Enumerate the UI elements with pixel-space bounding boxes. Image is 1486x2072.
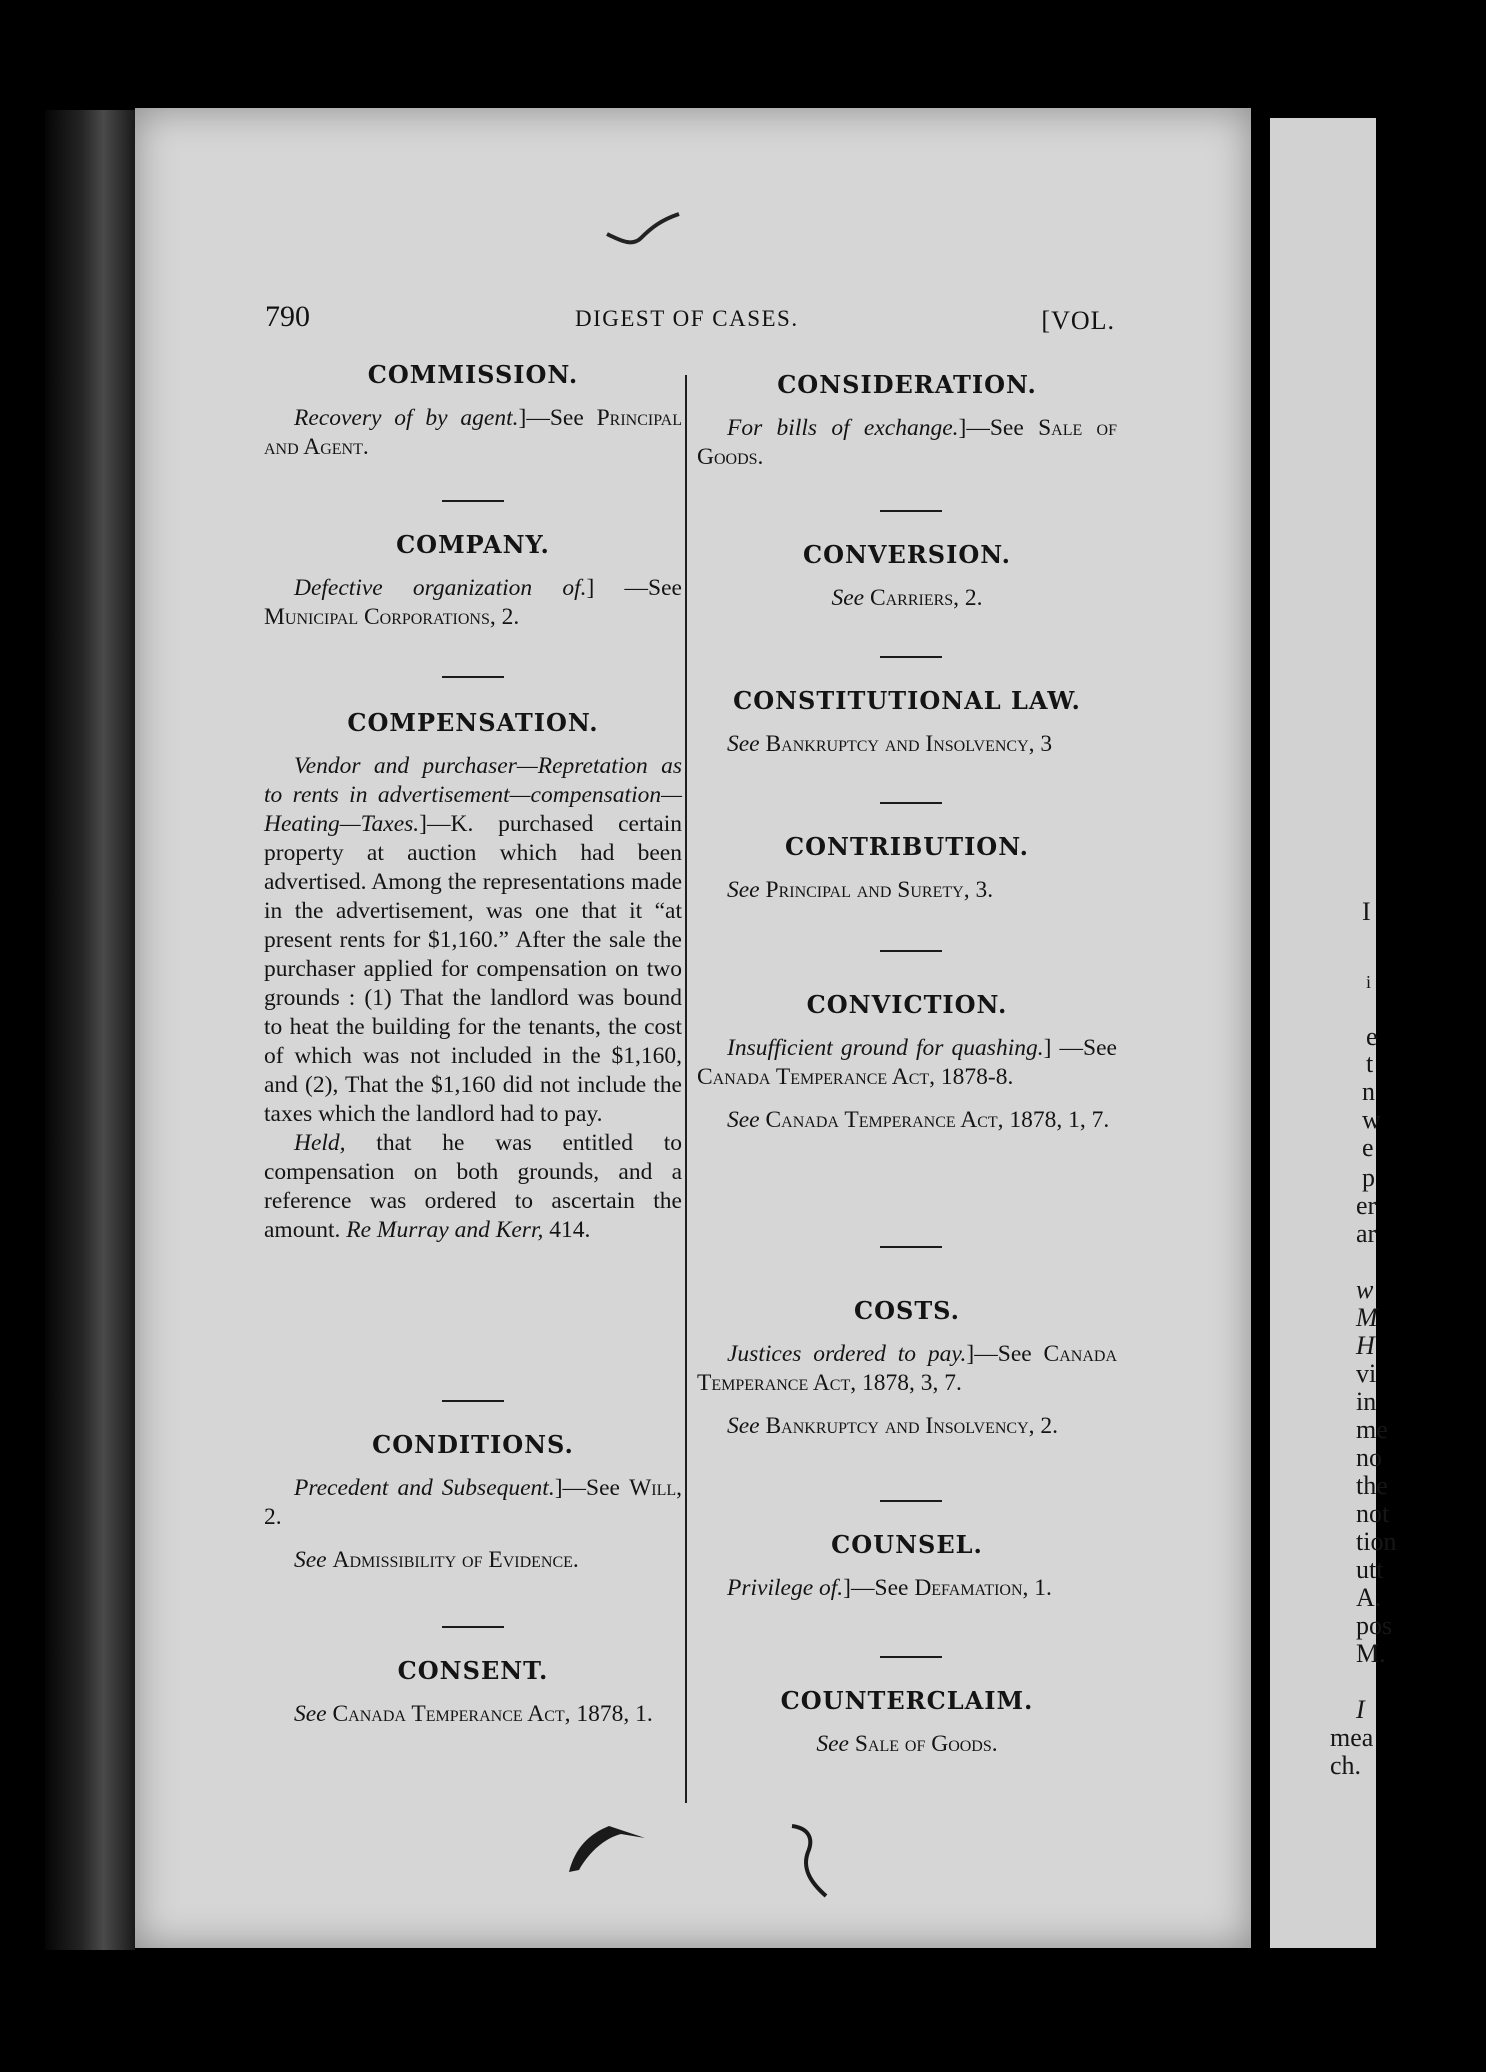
- entry-heading: CONSTITUTIONAL LAW.: [733, 686, 1081, 715]
- adjacent-fragment: w: [1362, 1105, 1381, 1134]
- entry-counsel: [697, 1530, 1117, 1603]
- adjacent-fragment: ar: [1356, 1219, 1377, 1248]
- entry-consent: [264, 1656, 682, 1729]
- running-title: DIGEST OF CASES.: [575, 306, 799, 331]
- see-reference: See Canada Temperance Act, 1878, 1.: [294, 1701, 653, 1727]
- entry-conviction: [697, 990, 1117, 1135]
- entry-heading: COUNTERCLAIM.: [780, 1686, 1034, 1715]
- ink-blot-mark: [565, 1808, 655, 1878]
- page-number: 790: [265, 300, 310, 333]
- adjacent-fragment: M: [1356, 1303, 1378, 1332]
- cross-reference: Defective organization of.] —See Municipal Corporations, 2.: [264, 575, 682, 630]
- entry-compensation: [264, 708, 682, 1245]
- adjacent-fragment: I: [1362, 897, 1371, 926]
- adjacent-fragment: me: [1356, 1415, 1388, 1444]
- section-rule: [880, 656, 942, 658]
- adjacent-fragment: the: [1356, 1471, 1388, 1500]
- entry-heading: CONTRIBUTION.: [785, 832, 1029, 861]
- pen-check-mark: [605, 212, 685, 262]
- section-rule: [880, 1500, 942, 1502]
- entry-company: [264, 530, 682, 632]
- section-rule: [880, 950, 942, 952]
- adjacent-page-edge: [1270, 118, 1397, 1948]
- adjacent-fragment: t: [1366, 1049, 1374, 1078]
- entry-heading: COMPENSATION.: [347, 708, 599, 737]
- entry-heading: COUNSEL.: [831, 1530, 983, 1559]
- entry-costs: [697, 1296, 1117, 1441]
- entry-conditions: [264, 1430, 682, 1575]
- adjacent-fragment: pos: [1356, 1611, 1393, 1640]
- section-rule: [442, 676, 504, 678]
- adjacent-fragment: mea: [1330, 1723, 1374, 1752]
- entry-heading: COSTS.: [853, 1296, 961, 1325]
- cross-reference: Insufficient ground for quashing.] —See Canada Temperance Act, 1878-8.: [697, 1035, 1117, 1090]
- entry-counterclaim: [697, 1686, 1117, 1759]
- cross-reference: For bills of exchange.]—See Sale of Goods.: [697, 415, 1118, 470]
- adjacent-fragment: er: [1356, 1191, 1377, 1220]
- adjacent-fragment: in: [1356, 1387, 1377, 1416]
- adjacent-fragment: e: [1362, 1133, 1374, 1162]
- adjacent-fragment: n: [1362, 1077, 1375, 1106]
- section-rule: [442, 500, 504, 502]
- adjacent-fragment: tion: [1356, 1527, 1397, 1556]
- column-divider: [685, 375, 687, 1803]
- cross-reference: Precedent and Subsequent.]—See Will, 2.: [264, 1475, 682, 1530]
- entry-consideration: [697, 370, 1117, 472]
- section-rule: [442, 1400, 504, 1402]
- entry-conversion: [697, 540, 1117, 613]
- see-reference: See Canada Temperance Act, 1878, 1, 7.: [727, 1107, 1110, 1133]
- adjacent-fragment: M.: [1356, 1639, 1386, 1668]
- volume-marker: [VOL.: [1041, 306, 1115, 335]
- adjacent-fragment: H: [1356, 1331, 1375, 1360]
- case-holding: Held, that he was entitled to compensation on both grounds, and a reference was ordered to ascertain the amount. Re Murray and Kerr, 414.: [264, 1130, 682, 1243]
- adjacent-fragment: not: [1356, 1499, 1390, 1528]
- section-rule: [880, 1246, 942, 1248]
- entry-heading: CONSENT.: [397, 1656, 549, 1685]
- entry-commission: [264, 360, 682, 462]
- section-rule: [880, 510, 942, 512]
- entry-heading: CONDITIONS.: [372, 1430, 574, 1459]
- entry-heading: CONSIDERATION.: [777, 370, 1037, 399]
- see-reference: See Bankruptcy and Insolvency, 3: [727, 731, 1053, 757]
- adjacent-fragment: ch.: [1330, 1751, 1362, 1780]
- see-reference: See Sale of Goods.: [816, 1731, 998, 1757]
- section-rule: [442, 1626, 504, 1628]
- case-summary: Vendor and purchaser—Repretation as to rents in advertisement—compensation—Heating—Taxes.]—K. purchased certain property at auction which had been advertised. Among the representations made in the advertisement, was one that it “at present rents for $1,160.” After the sale the purchaser applied for compensation on two grounds : (1) That the landlord was bound to heat the building for the tenants, the cost of which was not included in the $1,160, and (2), That the $1,160 did not include the taxes which the landlord had to pay.: [264, 753, 682, 1127]
- adjacent-fragment: i: [1366, 972, 1372, 992]
- entry-heading: COMMISSION.: [367, 360, 579, 389]
- see-reference: See Bankruptcy and Insolvency, 2.: [727, 1413, 1058, 1439]
- section-rule: [880, 1656, 942, 1658]
- entry-heading: CONVERSION.: [802, 540, 1012, 569]
- cross-reference: Privilege of.]—See Defamation, 1.: [727, 1575, 1052, 1601]
- adjacent-fragment: p: [1362, 1163, 1375, 1192]
- entry-heading: COMPANY.: [396, 530, 550, 559]
- entry-constitutional-law: [697, 686, 1117, 759]
- adjacent-fragment: I: [1356, 1695, 1365, 1724]
- entry-heading: CONVICTION.: [806, 990, 1008, 1019]
- book-spine-shadow: [45, 110, 135, 1950]
- adjacent-fragment: A.: [1356, 1583, 1382, 1612]
- section-rule: [880, 802, 942, 804]
- running-head: [265, 300, 1115, 340]
- adjacent-fragment: vi: [1356, 1359, 1377, 1388]
- see-reference: See Admissibility of Evidence.: [294, 1547, 579, 1573]
- adjacent-fragment: w: [1356, 1275, 1374, 1304]
- adjacent-fragment: utt: [1356, 1555, 1384, 1584]
- cross-reference: Recovery of by agent.]—See Principal and Agent.: [264, 405, 682, 460]
- cross-reference: Justices ordered to pay.]—See Canada Temperance Act, 1878, 3, 7.: [697, 1341, 1117, 1396]
- see-reference: See Principal and Surety, 3.: [727, 877, 994, 903]
- see-reference: See Carriers, 2.: [831, 585, 983, 611]
- ink-stroke-mark: [786, 1820, 836, 1900]
- adjacent-fragment: no: [1356, 1443, 1382, 1472]
- entry-contribution: [697, 832, 1117, 905]
- adjacent-fragment: e: [1366, 1022, 1378, 1051]
